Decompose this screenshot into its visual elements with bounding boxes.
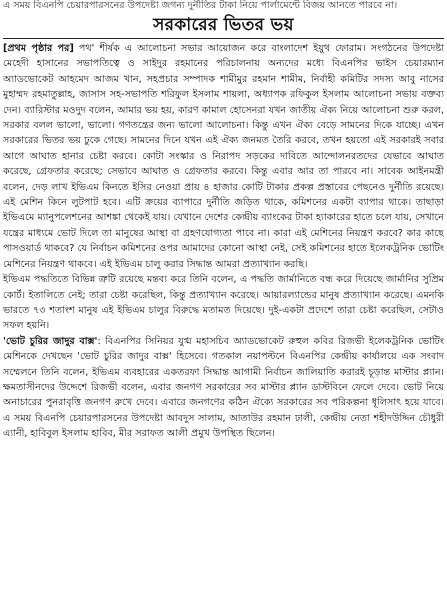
- article-paragraph: [3, 41, 444, 272]
- article-paragraph: [3, 334, 444, 442]
- headline-divider: [3, 38, 444, 39]
- paragraph-text: ইভিএম পদ্ধতিতে বিভিন্ন ত্রুটি রয়েছে মন্তব্য করে তিনি বলেন, এ পদ্ধতি জার্মানিতে বন্ধ করে দিয়েছে জার্মানির সুপ্রিম কোর্ট। ইতালিতে নেই; তারা চেষ্টা করেছিল, কিন্তু প্রত্যাখ্যান করেছে। আয়ারল্যান্ডের মানুষ প্রত্যাখ্যান করেছে। এমনকি ভারতে ৭৩ শতাংশ মানুষ এই ইভিএম চালুর বিরুদ্ধে মতামত দিয়েছে। দুই-একটা প্রদেশে তারা চেষ্টা করেছিল, সেটাও সফল হয়নি।: [3, 274, 444, 332]
- subheading: 'ভোট চুরির জাদুর বাক্স': [3, 335, 98, 347]
- paragraph-text: পথ' শীর্ষক এ আলোচনা সভার আয়োজন করে বাংলাদেশ ইয়ুথ ফোরাম। সংগঠনের উপদেষ্টা মেহেদী হাসানের সভাপতিত্বে ও সাইদুর রহমানের পরিচালনায় অন্যদের মধ্যে বিএনপির ভাইস চেয়ারম্যান অ্যাডভোকেট আহমেদ আজম খান, সহপ্রচার সম্পাদক শামীমুর রহমান শামীম, নির্বাহী কমিটির সদস্য আবু নাসের মুহাম্মদ রহমাতুল্লাহ, জাসাস সহ-সভাপতি শরিফুল ইসলাম শায়লা, অধ্যাপক রফিকুল ইসলাম আলোচনা সভায় বক্তব্য দেন। ব্যারিস্টার মওদুদ বলেন, আমার ভয় হয়, কারণ কামাল হোসেনরা যখন জাতীয় ঐক্য নিয়ে আলোচনা শুরু করল, সরকার বলল ভালো, ভালো। গণতন্ত্রের জন্য ভালো আলোচনা। কিন্তু এখন ঐক্য বেড়ে সামনের দিকে যাচ্ছে। এখন সরকারের ভিতর ভয় ঢুকে গেছে। সামনের দিনে যখন এই ঐক্য জনমত তৈরি করবে, তখন হয়তো এই সরকারই সবার আগে আঘাত হানার চেষ্টা করবে। কোটা সংস্কার ও নিরাপদ সড়কের দাবিতে আন্দোলনরতদের যেভাবে আঘাত করেছে, গ্রেফতার করেছে; সেভাবে আঘাত ও গ্রেফতার করবে। কিন্তু এবার আর তা পারবে না। সাবেক আইনমন্ত্রী বলেন, দেড় লাখ ইভিএম কিনতে ইসির নেওয়া প্রায় ৪ হাজার কোটি টাকার প্রকল্প প্রস্তাবের পেছনেও দুর্নীতি রয়েছে। এই মেশিন কিনে লুটপাট হবে। এটি ক্রয়ের ব্যাপারে দুর্নীতি জড়িত থাকে, কমিশনের একটা ব্যাপার থাকে। তাছাড়া ইভিএমে ম্যানুপলেশনের আশঙ্কা থেকেই যায়। যেখানে দেশের কেন্দ্রীয় ব্যাংকের টাকা হ্যাকারের হাতে চলে যায়, সেখানে যন্ত্রের মাধ্যমে ভোট দিলে তা মানুষের আস্থা বা গ্রহণযোগ্যতা পাবে না। কারা এই মেশিনের নিয়ন্ত্রণ করবে? কার কাছে পাসওয়ার্ড থাকবে? যে নির্বাচন কমিশনের ওপর আমাদের কোনো আস্থা নেই, সেই কমিশনের হাতে ইলেকট্রনিক ভোটিং মেশিনের নিয়ন্ত্রণ থাকবে। এই ইভিএম চালু করার সিদ্ধান্ত আমরা প্রত্যাখ্যান করছি।: [3, 43, 444, 270]
- article-headline: সরকারের ভিতর ভয়: [153, 15, 294, 35]
- continuation-label: [প্রথম পৃষ্ঠার পর]: [3, 43, 74, 54]
- previous-article-tail: এ সময় বিএনপি চেয়ারপারসনের উপদেষ্টা জগন্য দুর্নীতির টাকা নিয়ে পার্লামেন্টে বিজয় আনতে পারবে না।: [3, 0, 398, 11]
- article-paragraph: [3, 272, 444, 334]
- paragraph-text: : বিএনপির সিনিয়র যুগ্ম মহাসচিব অ্যাডভোকেট রুহুল কবির রিজভী ইলেকট্রনিক ভোটিং মেশিনকে দেখছেন 'ভোট চুরির জাদুর বাক্স' হিসেবে। গতকাল নয়াপল্টনে বিএনপির কেন্দ্রীয় কার্যালয়ে এক সংবাদ সম্মেলনে তিনি বলেন, ইভিএম ব্যবহারের একতরফা সিদ্ধান্ত আগামী নির্বাচন জালিয়াতি করারই চূড়ান্ত মাস্টার প্ল্যান। ক্ষমতাসীনদের উদ্দেশে রিজভী বলেন, এবার জনগণ সরকারের সব মাস্টার প্ল্যান ডাস্টবিনে ফেলে দেবে। ভোট নিয়ে অনাচারের পুনরাবৃত্তি জনগণ রুখে দেবে। এবারে জনগণের কঠিন ঐক্যে সরকারের সব পরিকল্পনা ধূলিসাৎ হয়ে যাবে। এ সময় বিএনপি চেয়ারপারসনের উপদেষ্টা আবদুস সালাম, আতাউর রহমান ঢালী, কেন্দ্রীয় নেতা শহীদউদ্দিন চৌধুরী এ্যানী, হাবিবুল ইসলাম হাবিব, মীর সরাফত আলী প্রমুখ উপস্থিত ছিলেন।: [3, 335, 444, 440]
- article-body: [3, 41, 444, 597]
